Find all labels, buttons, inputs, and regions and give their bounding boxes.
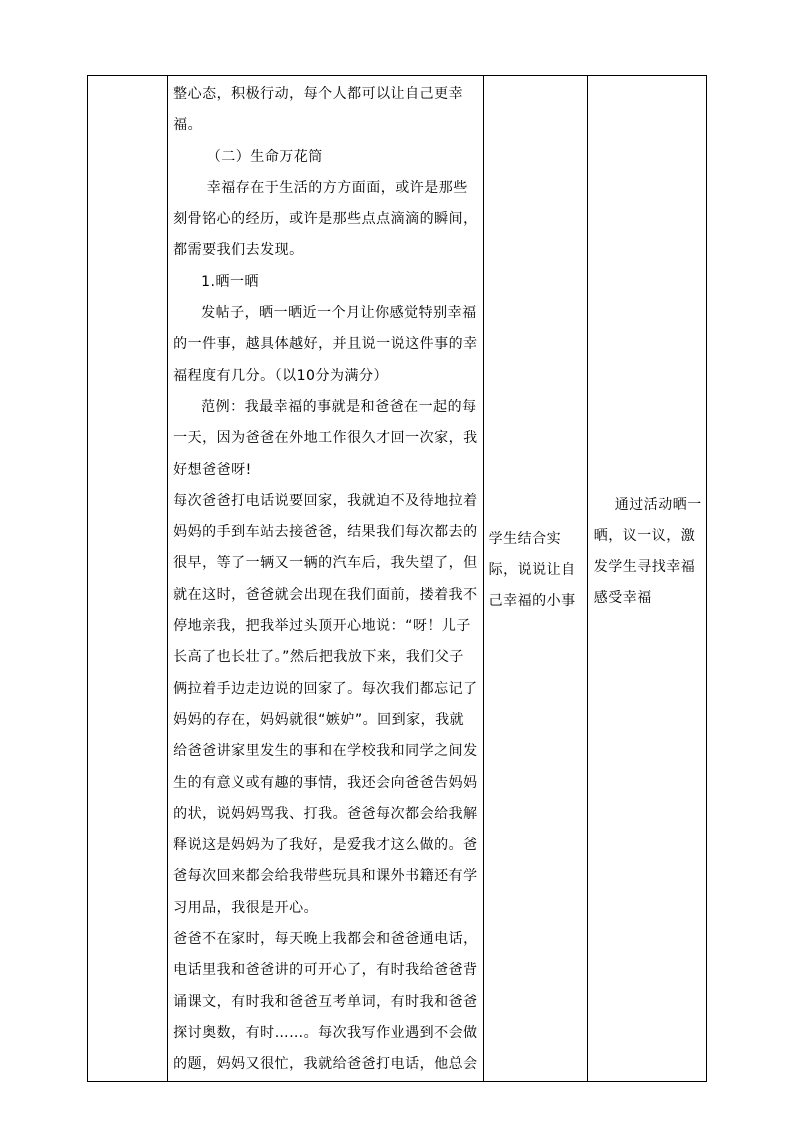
student-activity-text: 学生结合实际，说说让自己幸福的小事 [488,530,576,609]
paragraph: 每次爸爸打电话说要回家，我就迫不及待地拉着妈妈的手到车站去接爸爸，结果我们每次都去的很早，等了一辆又一辆的汽车后，我失望了，但就在这时，爸爸就会出现在我们面前，搂着我不停地亲我，把我举过头顶开心地说：“呀！儿子长高了也长壮了。”然后把我放下来，我们父子俩拉着手边走边说的回家了。每次我们都忘记了妈妈的存在，妈妈就很“嫉妒”。回到家，我就给爸爸讲家里发生的事和在学校我和同学之间发生的有意义或有趣的事情，我还会向爸爸告妈妈的状，说妈妈骂我、打我。爸爸每次都会给我解释说这是妈妈为了我好，是爱我才这么做的。爸爸每次回来都会给我带些玩具和课外书籍还有学习用品，我很是开心。 [173,492,478,916]
section-heading: （二）生命万花筒 [206,148,323,165]
design-intent-cell [587,76,706,1082]
teaching-content-cell [168,76,484,1082]
empty-cell [88,76,168,1082]
paragraph: 整心态，积极行动，每个人都可以让自己更幸福。 [173,86,464,134]
design-intent-label: 通过活动晒一晒，议一议，激发学生寻找幸福感受幸福 [593,497,702,607]
paragraph: 发帖子，晒一晒近一个月让你感觉特别幸福的一件事，越具体越好，并且说一说这件事的幸福程度有几分。（以10分为满分） [173,305,478,384]
design-intent-text [588,490,706,614]
student-activity-cell [483,76,587,1082]
sub-heading: 1.晒一晒 [201,273,259,290]
paragraph: 幸福存在于生活的方方面面，或许是那些刻骨铭心的经历，或许是那些点点滴滴的瞬间，都需要我们去发现。 [173,179,478,259]
table-row [88,76,707,1082]
paragraph: 爸爸不在家时，每天晚上我都会和爸爸通电话，电话里我和爸爸讲的可开心了，有时我给爸爸背诵课文，有时我和爸爸互考单词，有时我和爸爸探讨奥数，有时……。每次我写作业遇到不会做的题，妈妈又很忙，我就给爸爸打电话，他总会 [173,931,478,1073]
lesson-plan-table [87,75,707,1082]
example-paragraph: 范例：我最幸福的事就是和爸爸在一起的每一天，因为爸爸在外地工作很久才回一次家，我好想爸爸呀! [173,398,478,478]
